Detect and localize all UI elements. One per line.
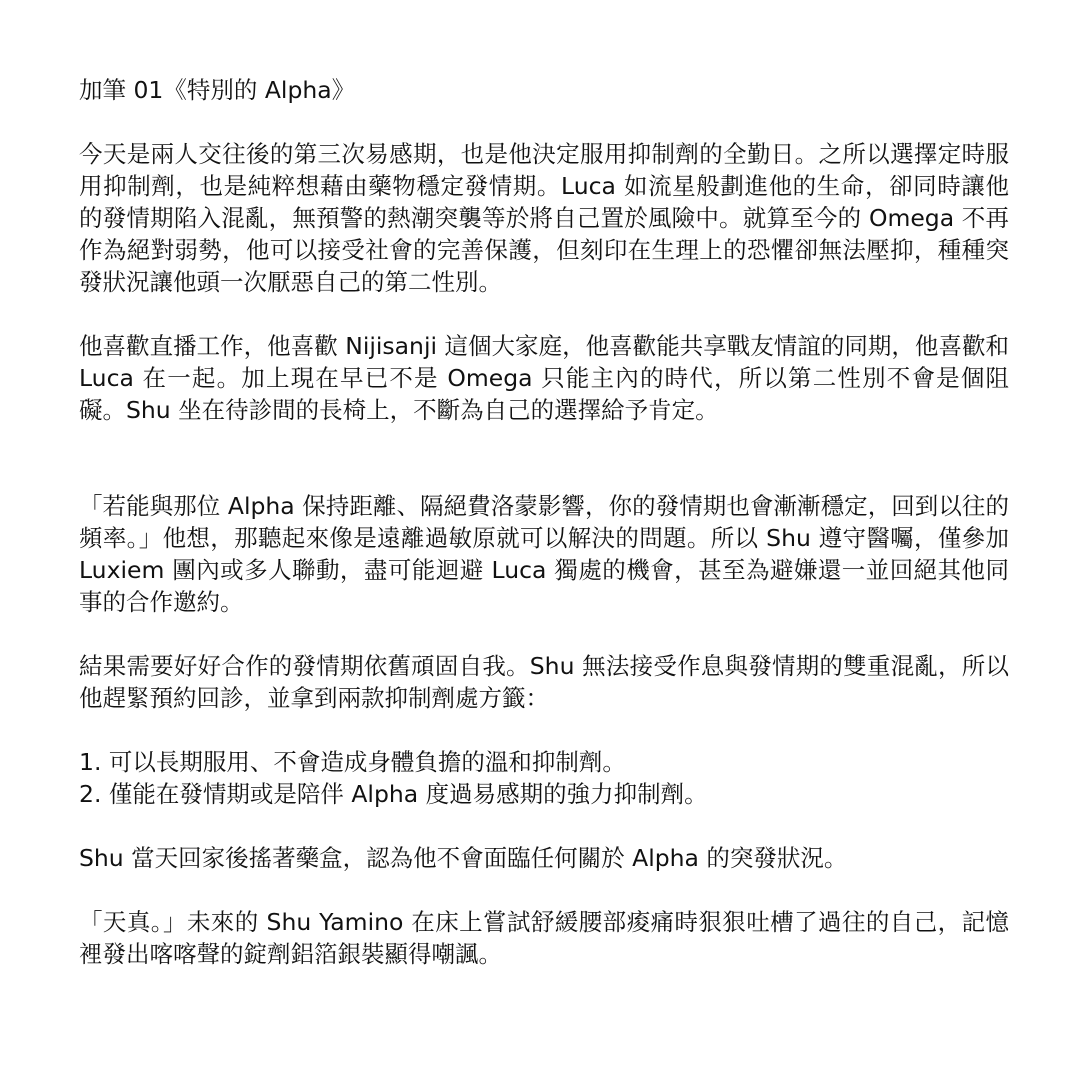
paragraph-5: Shu 當天回家後搖著藥盒，認為他不會面臨任何關於 Alpha 的突發狀況。 xyxy=(79,844,848,872)
paragraph-4: 結果需要好好合作的發情期依舊頑固自我。Shu 無法接受作息與發情期的雙重混亂，所以他趕緊預約回診，並拿到兩款抑制劑處方籤： xyxy=(79,652,1009,712)
prescription-list xyxy=(79,746,1009,810)
list-item: 2. 僅能在發情期或是陪伴 Alpha 度過易感期的強力抑制劑。 xyxy=(79,780,708,808)
paragraph-1: 今天是兩人交往後的第三次易感期，也是他決定服用抑制劑的全勤日。之所以選擇定時服用抑制劑，也是純粹想藉由藥物穩定發情期。Luca 如流星般劃進他的生命，卻同時讓他的發情期陷入混亂，無預警的熱潮突襲等於將自己置於風險中。就算至今的 Omega 不再作為絕對弱勢，他可以接受社會的完善保護，但刻印在生理上的恐懼卻無法壓抑，種種突發狀況讓他頭一次厭惡自己的第二性別。 xyxy=(79,140,1009,296)
list-item: 1. 可以長期服用、不會造成身體負擔的溫和抑制劑。 xyxy=(79,748,626,776)
paragraph-3: 「若能與那位 Alpha 保持距離、隔絕費洛蒙影響，你的發情期也會漸漸穩定，回到以往的頻率。」他想，那聽起來像是遠離過敏原就可以解決的問題。所以 Shu 遵守醫囑，僅參加 Luxiem 團內或多人聯動，盡可能迴避 Luca 獨處的機會，甚至為避嫌還一並回絕其他同事的合作邀約。 xyxy=(79,492,1009,616)
paragraph-6: 「天真。」未來的 Shu Yamino 在床上嘗試舒緩腰部痠痛時狠狠吐槽了過往的自己，記憶裡發出喀喀聲的錠劑鋁箔銀裝顯得嘲諷。 xyxy=(79,908,1009,968)
document-page xyxy=(79,74,1009,1002)
document-title: 加筆 01《特別的 Alpha》 xyxy=(79,76,356,104)
paragraph-2: 他喜歡直播工作，他喜歡 Nijisanji 這個大家庭，他喜歡能共享戰友情誼的同期，他喜歡和 Luca 在一起。加上現在早已不是 Omega 只能主內的時代，所以第二性別不會是個阻礙。Shu 坐在待診間的長椅上，不斷為自己的選擇給予肯定。 xyxy=(79,332,1009,424)
